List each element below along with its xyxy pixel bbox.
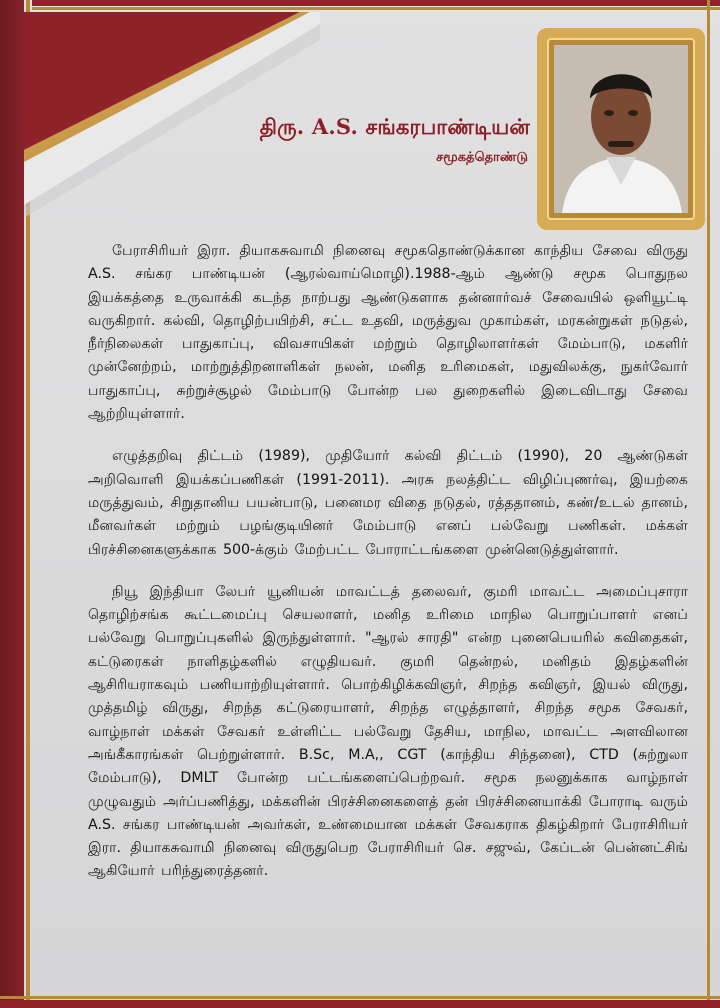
biography-paragraph-1: பேராசிரியர் இரா. தியாகசுவாமி நினைவு சமூகதொண்டுக்கான காந்திய சேவை விருது A.S. சங்கர பாண்டியன் (ஆரல்வாய்மொழி).1988-ஆம் ஆண்டு சமூக பொதுநல இயக்கத்தை உருவாக்கி கடந்த நாற்பது ஆண்டுகளாக தன்னார்வச் சேவையில் ஒளியூட்டி வருகிறார். கல்வி, தொழிற்பயிற்சி, சட்ட உதவி, மருத்துவ முகாம்கள், மரகன்றுகள் நடுதல், நீர்நிலைகள் பாதுகாப்பு, விவசாயிகள் மற்றும் தொழிலாளர்கள் மேம்பாடு, மகளிர் முன்னேற்றம், மாற்றுத்திறனாளிகள் நலன், மனித உரிமைகள், மதுவிலக்கு, நுகர்வோர் பாதுகாப்பு, சுற்றுச்சூழல் மேம்பாடு போன்ற பல துறைகளில் இடைவிடாது சேவை ஆற்றியுள்ளார். — [88, 243, 688, 423]
border-bottom-red — [0, 1000, 720, 1008]
biography-text — [88, 240, 688, 903]
border-right-gold — [707, 0, 710, 1008]
portrait-photo-icon — [554, 45, 688, 213]
biography-paragraph-3: நியூ இந்தியா லேபர் யூனியன் மாவட்டத் தலைவர், குமரி மாவட்ட அமைப்புசாரா தொழிற்சங்க கூட்டமைப்பு செயலாளர், மனித உரிமை மாநில பொறுப்பாளர் எனப் பல்வேறு பொறுப்புகளில் இருந்துள்ளார். "ஆரல் சாரதி" என்ற புனைபெயரில் கவிதைகள், கட்டுரைகள் நாளிதழ்களில் எழுதியவர். குமரி தென்றல், மனிதம் இதழ்களின் ஆசிரியராகவும் பணியாற்றியுள்ளார். பொற்கிழிக்கவிஞர், சிறந்த கவிஞர், இயல் விருது, முத்தமிழ் விருது, சிறந்த கட்டுரையாளர், சிறந்த எழுத்தாளர், சிறந்த சமூக சேவகர், வாழ்நாள் மக்கள் சேவகர் உள்ளிட்ட பல்வேறு தேசிய, மாநில, மாவட்ட அளவிலான அங்கீகாரங்கள் பெற்றுள்ளார். B.Sc, M.A,, CGT (காந்திய சிந்தனை), CTD (சுற்றுலா மேம்பாடு), DMLT போன்ற பட்டங்களைப்பெற்றவர். சமூக நலனுக்காக வாழ்நாள் முழுவதும் அர்ப்பணித்து, மக்களின் பிரச்சினைகளைத் தன் பிரச்சினையாக்கி போராடி வரும் A.S. சங்கர பாண்டியன் அவர்கள், உண்மையான மக்கள் சேவகராக திகழ்கிறார் பேராசிரியர் இரா. தியாகசுவாமி நினைவு விருதுபெற பேராசிரியர் செ. சஜுவ், கேப்டன் பென்னட்சிங் ஆகியோர் பரிந்துரைத்தனர். — [88, 583, 688, 880]
photo-frame — [537, 28, 705, 230]
name-prefix: திரு. — [259, 114, 305, 139]
name-text: A.S. சங்கரபாண்டியன் — [311, 114, 530, 139]
border-bottom-gold — [0, 996, 720, 999]
award-category: சமூகத்தொண்டு — [436, 150, 528, 165]
honoree-name — [220, 114, 530, 142]
corner-ribbon-decoration — [0, 0, 320, 220]
biography-paragraph-2: எழுத்தறிவு திட்டம் (1989), முதியோர் கல்வி திட்டம் (1990), 20 ஆண்டுகள் அறிவொளி இயக்கப்பணிகள் (1991-2011). அரசு நலத்திட்ட விழிப்புணர்வு, இயற்கை மருத்துவம், சிறுதானிய பயன்பாடு, பனைமர விதை நடுதல், ரத்ததானம், கண்/உடல் தானம், மீனவர்கள் மற்றும் பழங்குடியினர் மேம்பாடு எனப் பல்வேறு பணிகள். மக்கள் பிரச்சினைகளுக்காக 500-க்கும் மேற்பட்ட போராட்டங்களை முன்னெடுத்துள்ளார். — [88, 448, 688, 558]
photo-frame-inner — [547, 38, 695, 220]
